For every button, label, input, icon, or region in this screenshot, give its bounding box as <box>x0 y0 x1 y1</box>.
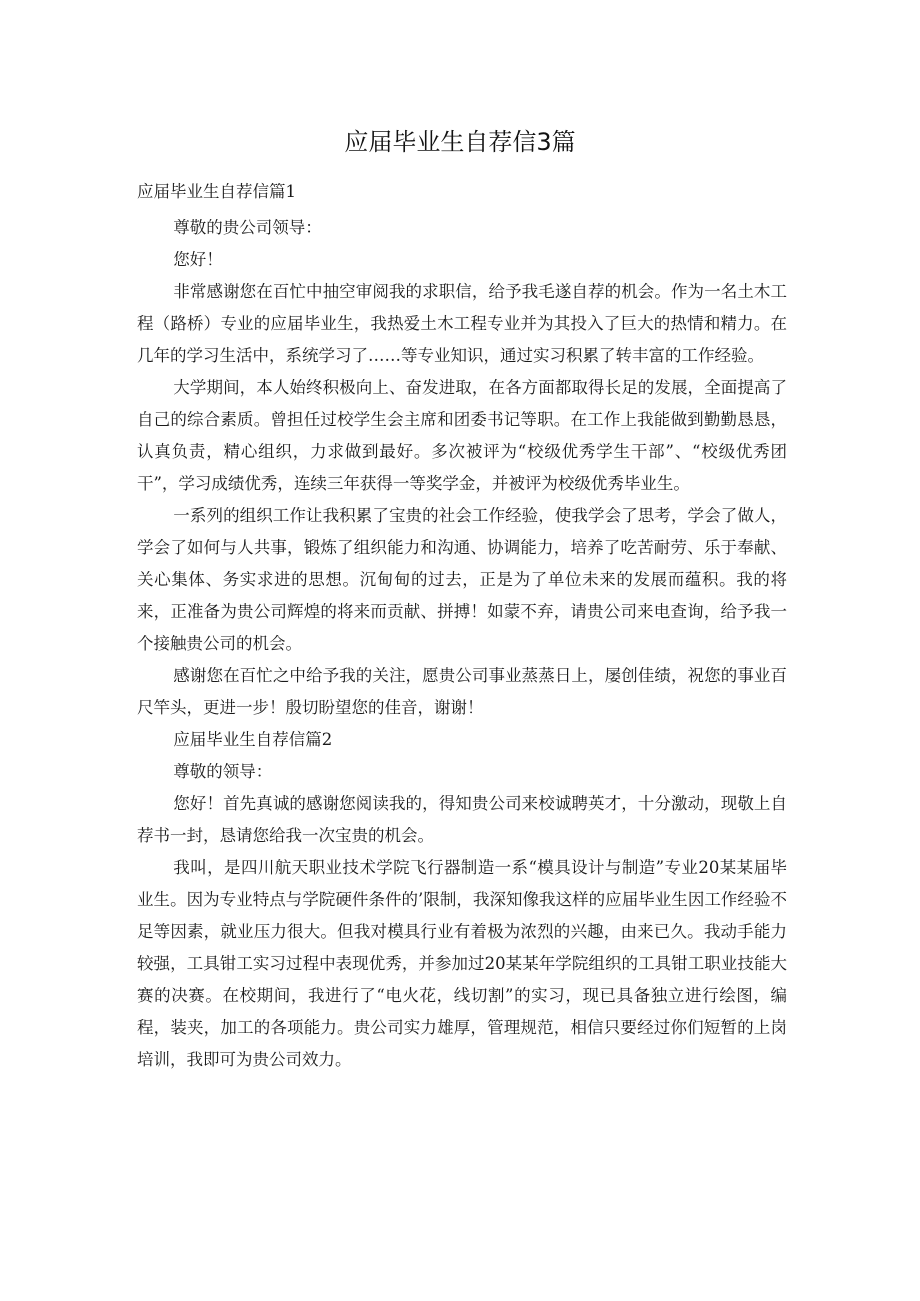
paragraph-intro: 非常感谢您在百忙中抽空审阅我的求职信，给予我毛遂自荐的机会。作为一名土木工程（路桥）专业的应届毕业生，我热爱土木工程专业并为其投入了巨大的热情和精力。在几年的学习生活中，系统学习了……等专业知识，通过实习积累了转丰富的工作经验。 <box>137 282 787 365</box>
paragraph-self-intro: 我叫，是四川航天职业技术学院飞行器制造一系“模具设计与制造”专业20某某届毕业生。因为专业特点与学院硬件条件的’限制，我深知像我这样的应届毕业生因工作经验不足等因素，就业压力很大。但我对模具行业有着极为浓烈的兴趣，由来已久。我动手能力较强，工具钳工实习过程中表现优秀，并参加过20某某年学院组织的工具钳工职业技能大赛的决赛。在校期间，我进行了“电火花，线切割”的实习，现已具备独立进行绘图，编程，装夹，加工的各项能力。贵公司实力雄厚，管理规范，相信只要经过你们短暂的上岗培训，我即可为贵公司效力。 <box>137 858 787 1069</box>
salutation-2: 尊敬的领导： <box>173 762 273 781</box>
salutation-1: 尊敬的贵公司领导： <box>173 218 322 237</box>
document-body <box>137 176 787 1076</box>
greeting-1: 您好！ <box>173 250 223 269</box>
section-heading-1: 应届毕业生自荐信篇1 <box>137 182 296 201</box>
paragraph-experience: 一系列的组织工作让我积累了宝贵的社会工作经验，使我学会了思考，学会了做人，学会了如何与人共事，锻炼了组织能力和沟通、协调能力，培养了吃苦耐劳、乐于奉献、关心集体、务实求进的思想。沉甸甸的过去，正是为了单位未来的发展而蕴积。我的将来，正准备为贵公司辉煌的将来而贡献、拼搏！如蒙不弃，请贵公司来电查询，给予我一个接触贵公司的机会。 <box>137 506 787 653</box>
paragraph-closing-1: 感谢您在百忙之中给予我的关注，愿贵公司事业蒸蒸日上，屡创佳绩，祝您的事业百尺竿头，更进一步！殷切盼望您的佳音，谢谢！ <box>137 666 787 717</box>
section-heading-2: 应届毕业生自荐信篇2 <box>173 730 333 749</box>
document-title: 应届毕业生自荐信3篇 <box>344 128 576 156</box>
greeting-2: 您好！首先真诚的感谢您阅读我的，得知贵公司来校诚聘英才，十分激动，现敬上自荐书一封，恳请您给我一次宝贵的机会。 <box>137 794 787 845</box>
paragraph-university: 大学期间，本人始终积极向上、奋发进取，在各方面都取得长足的发展，全面提高了自己的综合素质。曾担任过校学生会主席和团委书记等职。在工作上我能做到勤勤恳恳，认真负责，精心组织，力求做到最好。多次被评为“校级优秀学生干部”、“校级优秀团干”，学习成绩优秀，连续三年获得一等奖学金，并被评为校级优秀毕业生。 <box>137 378 787 493</box>
